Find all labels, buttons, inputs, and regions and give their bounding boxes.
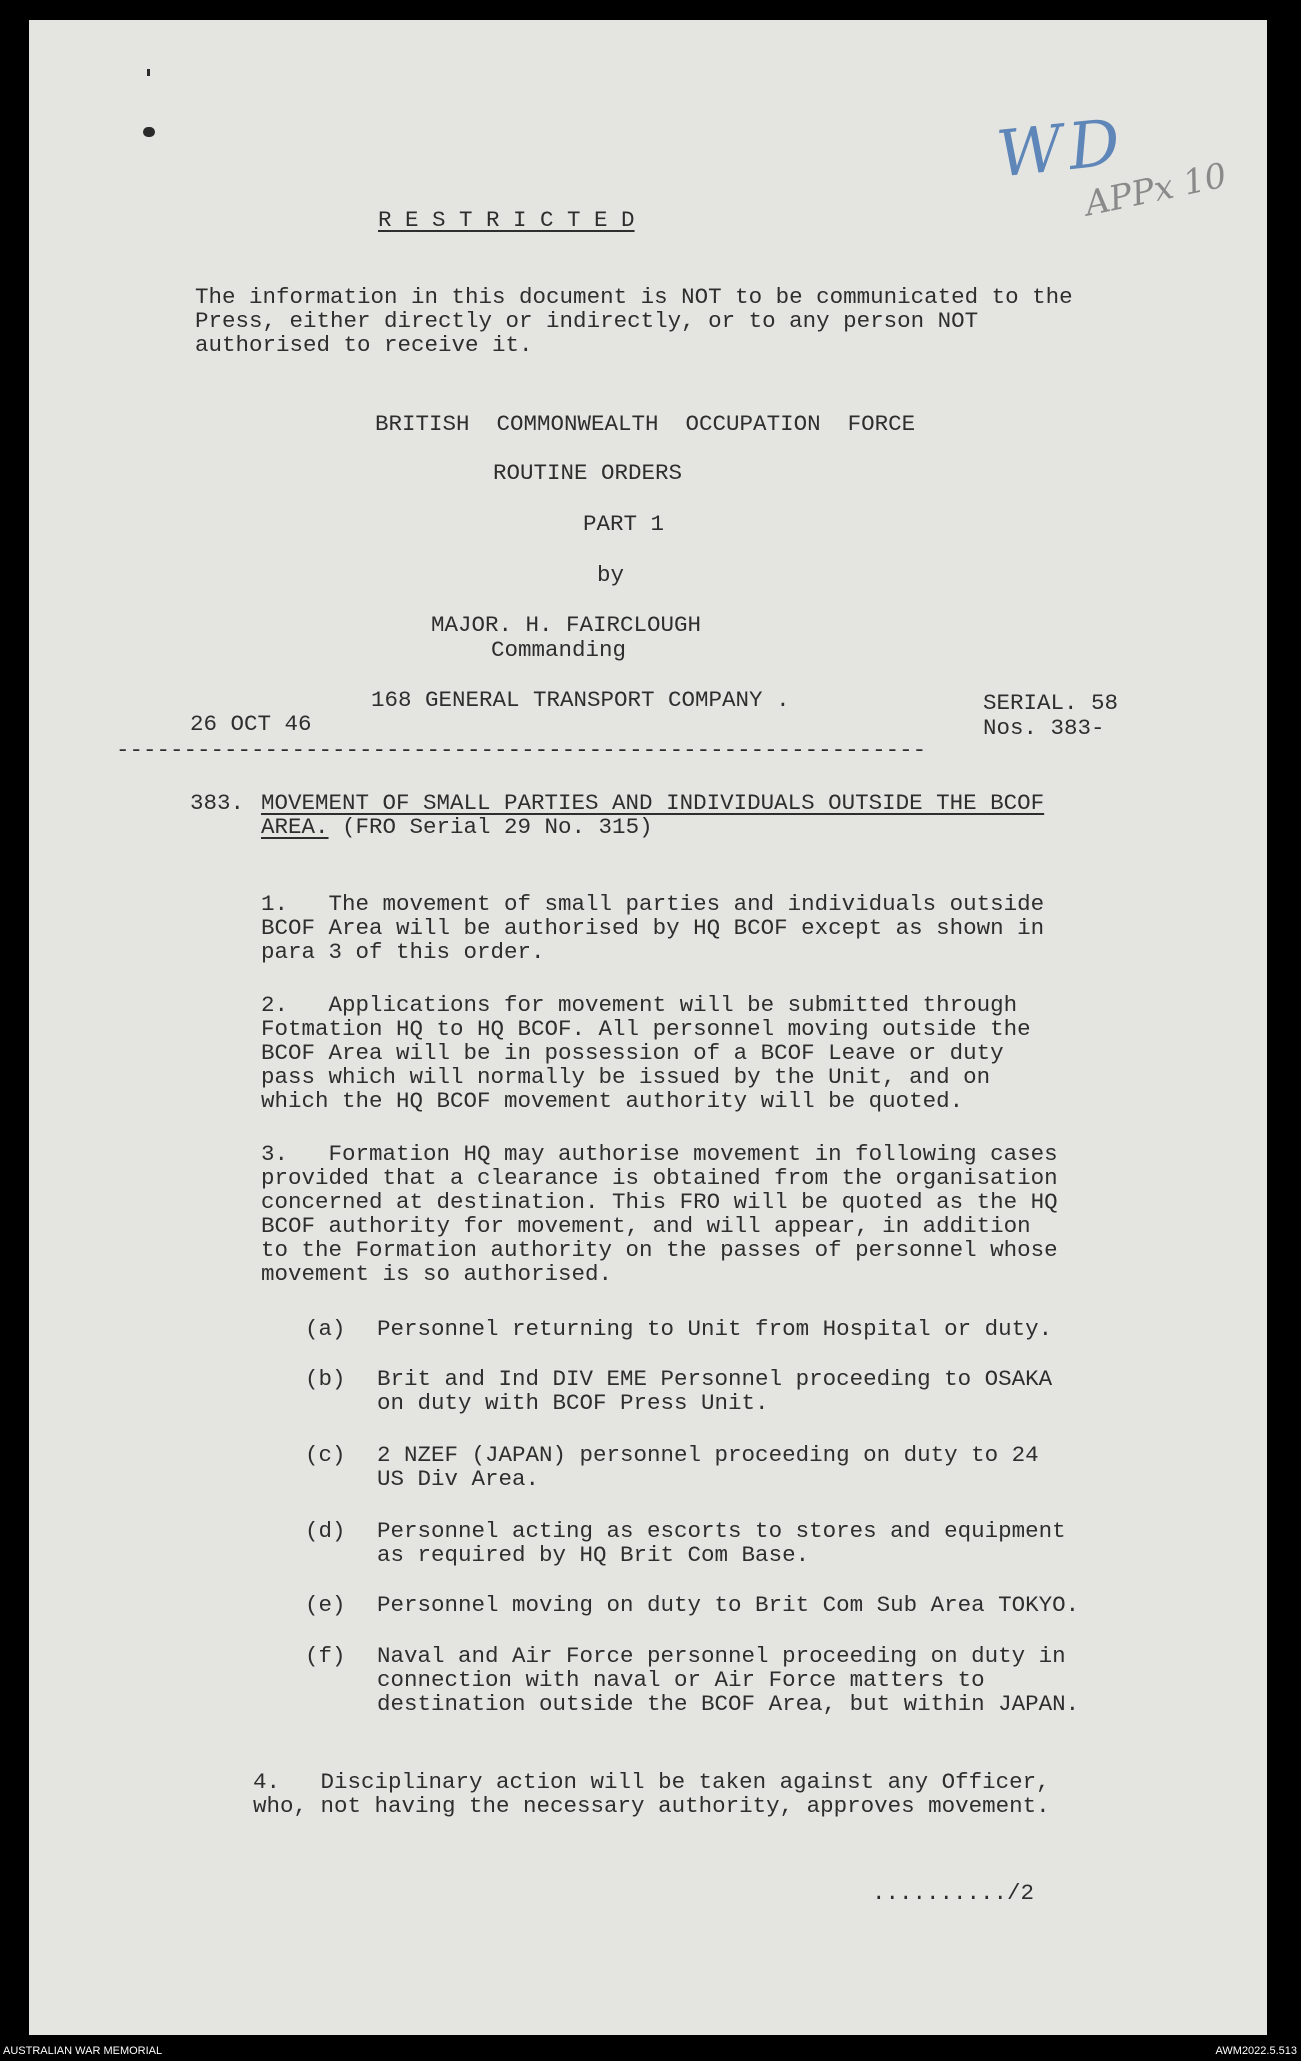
- notice-line-1: The information in this document is NOT to be communicated to the: [195, 284, 1073, 310]
- para2-line-2: Fotmation HQ to HQ BCOF. All personnel moving outside the: [261, 1016, 1031, 1042]
- order-date: 26 OCT 46: [190, 711, 312, 737]
- case-d-line-1: Personnel acting as escorts to stores and equipment: [377, 1518, 1066, 1544]
- para2-line-3: BCOF Area will be in possession of a BCOF Leave or duty: [261, 1040, 1004, 1066]
- title-routine-orders: ROUTINE ORDERS: [493, 460, 683, 486]
- notice-line-3: authorised to receive it.: [195, 332, 533, 358]
- title-unit: 168 GENERAL TRANSPORT COMPANY .: [371, 687, 790, 713]
- case-c-line-1: 2 NZEF (JAPAN) personnel proceeding on duty to 24: [377, 1442, 1039, 1468]
- divider-line: ------------------------------------------------------------: [116, 737, 927, 763]
- case-c-label: (c): [305, 1442, 346, 1468]
- para4-line-2: who, not having the necessary authority, approves movement.: [253, 1793, 1050, 1819]
- serial-number: SERIAL. 58: [983, 690, 1119, 716]
- para4-line-1: 4. Disciplinary action will be taken against any Officer,: [253, 1769, 1050, 1795]
- order-heading-line-2: [261, 814, 653, 840]
- case-a-line-1: Personnel returning to Unit from Hospital or duty.: [377, 1316, 1053, 1342]
- title-part: PART 1: [583, 511, 665, 537]
- case-f-line-3: destination outside the BCOF Area, but within JAPAN.: [377, 1691, 1080, 1717]
- continuation-marker: ........../2: [872, 1880, 1035, 1906]
- order-heading-line-1: MOVEMENT OF SMALL PARTIES AND INDIVIDUALS OUTSIDE THE BCOF: [261, 790, 1045, 816]
- footer-accession-number: AWM2022.5.513: [1215, 2045, 1297, 2057]
- case-f-line-2: connection with naval or Air Force matters to: [377, 1667, 985, 1693]
- notice-line-2: Press, either directly or indirectly, or to any person NOT: [195, 308, 979, 334]
- case-f-label: (f): [305, 1643, 346, 1669]
- para2-line-5: which the HQ BCOF movement authority will be quoted.: [261, 1088, 964, 1114]
- para2-line-4: pass which will normally be issued by the Unit, and on: [261, 1064, 991, 1090]
- para1-line-3: para 3 of this order.: [261, 939, 545, 965]
- order-numbers: Nos. 383-: [983, 715, 1105, 741]
- para3-line-5: to the Formation authority on the passes of personnel whose: [261, 1237, 1058, 1263]
- order-heading-area: AREA.: [261, 814, 329, 840]
- punch-mark: [143, 127, 155, 137]
- handwritten-initials: WD: [993, 105, 1130, 193]
- para3-line-6: movement is so authorised.: [261, 1261, 613, 1287]
- title-commander-name: MAJOR. H. FAIRCLOUGH: [431, 612, 702, 638]
- para3-line-3: concerned at destination. This FRO will be quoted as the HQ: [261, 1189, 1058, 1215]
- restricted-heading: R E S T R I C T E D: [378, 207, 635, 233]
- case-d-line-2: as required by HQ Brit Com Base.: [377, 1542, 810, 1568]
- para3-line-1: 3. Formation HQ may authorise movement in following cases: [261, 1141, 1058, 1167]
- order-heading-reference: (FRO Serial 29 No. 315): [328, 814, 653, 840]
- para1-line-1: 1. The movement of small parties and individuals outside: [261, 891, 1045, 917]
- order-number: 383.: [190, 790, 245, 816]
- footer-source: AUSTRALIAN WAR MEMORIAL: [3, 2045, 163, 2057]
- title-by: by: [597, 562, 625, 588]
- case-e-label: (e): [305, 1592, 346, 1618]
- para1-line-2: BCOF Area will be authorised by HQ BCOF except as shown in: [261, 915, 1045, 941]
- case-b-label: (b): [305, 1366, 346, 1392]
- case-b-line-1: Brit and Ind DIV EME Personnel proceeding to OSAKA: [377, 1366, 1053, 1392]
- para2-line-1: 2. Applications for movement will be submitted through: [261, 992, 1018, 1018]
- case-a-label: (a): [305, 1316, 346, 1342]
- title-force: BRITISH COMMONWEALTH OCCUPATION FORCE: [375, 411, 916, 437]
- case-d-label: (d): [305, 1518, 346, 1544]
- case-e-line-1: Personnel moving on duty to Brit Com Sub Area TOKYO.: [377, 1592, 1080, 1618]
- title-commanding: Commanding: [491, 637, 627, 663]
- case-b-line-2: on duty with BCOF Press Unit.: [377, 1390, 769, 1416]
- case-c-line-2: US Div Area.: [377, 1466, 540, 1492]
- case-f-line-1: Naval and Air Force personnel proceeding on duty in: [377, 1643, 1066, 1669]
- para3-line-2: provided that a clearance is obtained from the organisation: [261, 1165, 1058, 1191]
- punch-mark-dot: [147, 69, 150, 76]
- handwritten-appendix: APPx 10: [1081, 155, 1231, 225]
- para3-line-4: BCOF authority for movement, and will appear, in addition: [261, 1213, 1031, 1239]
- document-page: [29, 20, 1267, 2035]
